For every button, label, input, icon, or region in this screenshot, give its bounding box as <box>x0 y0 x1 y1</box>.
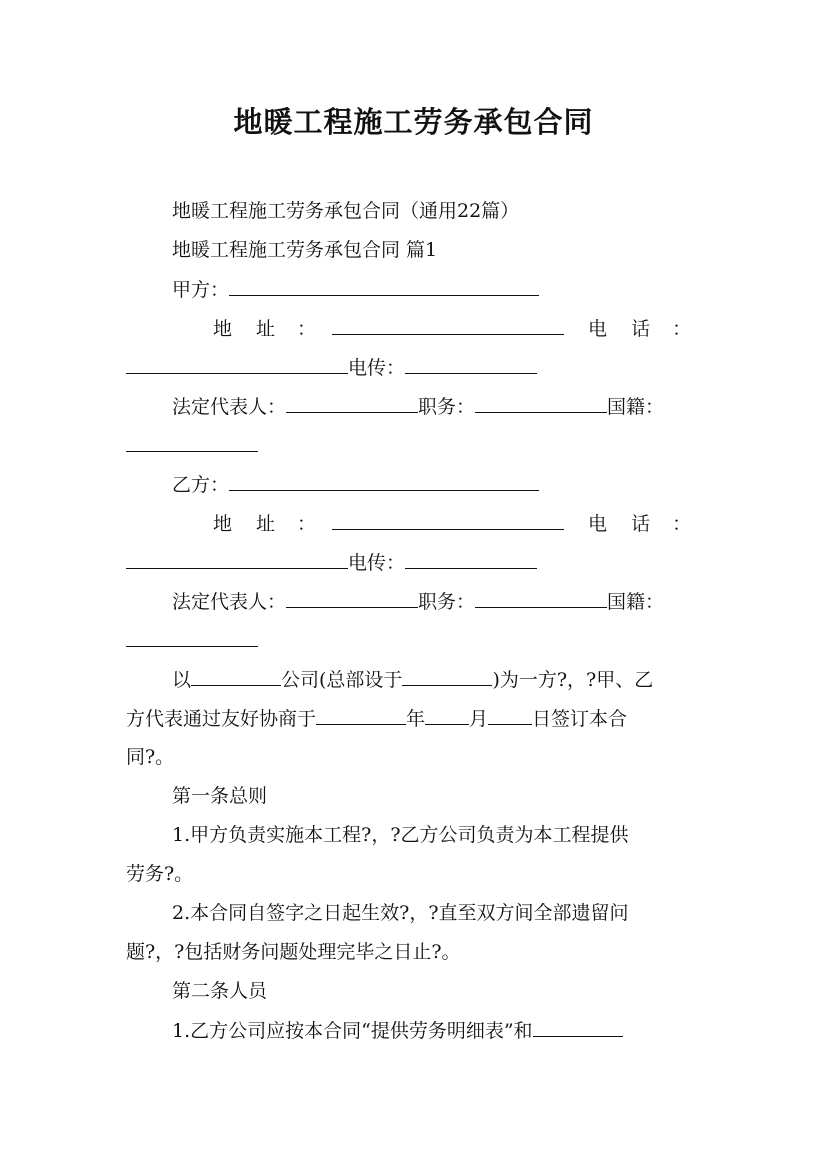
intro-line-1 <box>172 667 653 692</box>
party-b-rep-label: 法定代表人： <box>172 591 287 613</box>
party-a-address-blank <box>332 316 564 335</box>
party-a-blank <box>229 277 539 296</box>
article-2-blank <box>533 1018 623 1037</box>
party-b-address-blank <box>332 511 564 530</box>
address-colon: ： <box>297 318 317 340</box>
party-b-position-label: 职务： <box>418 591 476 613</box>
document-subtitle: 地暖工程施工劳务承包合同（通用22篇） <box>172 200 520 222</box>
party-a-nationality-blank <box>126 433 258 452</box>
article-2-item-1-text: 1.乙方公司应按本合同“提供劳务明细表”和 <box>172 1020 533 1042</box>
party-a-fax-blank <box>405 355 537 374</box>
party-a-label: 甲方： <box>172 279 230 301</box>
party-a-position-blank <box>475 394 607 413</box>
article-1-heading: 第一条总则 <box>172 785 268 807</box>
phone-label-char1: 电 <box>588 318 608 340</box>
party-a-phone-blank <box>126 355 348 374</box>
party-b-blank <box>229 472 539 491</box>
party-b-fax-blank <box>405 550 537 569</box>
company-blank <box>191 667 281 686</box>
party-a-rep-label: 法定代表人： <box>172 396 287 418</box>
article-1-item-1: 1.甲方负责实施本工程?，?乙方公司负责为本工程提供 <box>172 824 629 846</box>
headquarters-blank <box>402 667 492 686</box>
year-blank <box>316 706 406 725</box>
party-a-nationality-line <box>126 433 258 458</box>
intro-text: 月 <box>469 708 489 730</box>
section-heading: 地暖工程施工劳务承包合同 篇1 <box>172 239 438 261</box>
month-blank <box>425 706 469 725</box>
party-a-fax-label: 电传： <box>348 357 406 379</box>
party-b-rep-blank <box>286 589 418 608</box>
article-2-heading: 第二条人员 <box>172 980 268 1002</box>
party-a-line <box>172 277 539 302</box>
intro-text: 以 <box>172 669 192 691</box>
address-label-char2: 址 <box>256 513 276 535</box>
document-title: 地暖工程施工劳务承包合同 <box>233 105 594 139</box>
party-b-phone-blank <box>126 550 348 569</box>
party-b-nationality-label: 国籍： <box>607 591 665 613</box>
address-colon: ： <box>297 513 317 535</box>
article-2-item-1 <box>172 1018 623 1043</box>
article-1-item-2: 2.本合同自签字之日起生效?，?直至双方间全部遗留问 <box>172 902 629 924</box>
party-b-line <box>172 472 539 497</box>
party-b-label: 乙方： <box>172 474 230 496</box>
address-label-char1: 地 <box>213 513 233 535</box>
intro-text: )为一方?，?甲、乙 <box>492 669 654 691</box>
intro-text: 日签订本合 <box>532 708 628 730</box>
article-1-item-1-cont: 劳务?。 <box>126 863 194 885</box>
party-b-address-line <box>213 511 691 536</box>
intro-text: 年 <box>406 708 426 730</box>
party-b-fax-label: 电传： <box>348 552 406 574</box>
party-a-nationality-label: 国籍： <box>607 396 665 418</box>
party-b-position-blank <box>475 589 607 608</box>
party-a-address-line <box>213 316 691 341</box>
phone-label-char1: 电 <box>588 513 608 535</box>
address-label-char2: 址 <box>256 318 276 340</box>
party-a-phone-fax-line <box>126 355 537 380</box>
party-a-position-label: 职务： <box>418 396 476 418</box>
intro-line-3: 同?。 <box>126 746 175 768</box>
phone-label-char2: 话 <box>631 318 651 340</box>
party-b-nationality-blank <box>126 628 258 647</box>
phone-colon: ： <box>672 318 692 340</box>
party-b-rep-line <box>172 589 664 614</box>
article-1-item-2-cont: 题?，?包括财务问题处理完毕之日止?。 <box>126 941 461 963</box>
party-b-nationality-line <box>126 628 258 653</box>
intro-text: 方代表通过友好协商于 <box>126 708 317 730</box>
address-label-char1: 地 <box>213 318 233 340</box>
party-a-rep-blank <box>286 394 418 413</box>
phone-label-char2: 话 <box>631 513 651 535</box>
party-a-rep-line <box>172 394 664 419</box>
intro-line-2 <box>126 706 627 731</box>
day-blank <box>488 706 532 725</box>
intro-text: 公司(总部设于 <box>281 669 403 691</box>
party-b-phone-fax-line <box>126 550 537 575</box>
phone-colon: ： <box>672 513 692 535</box>
